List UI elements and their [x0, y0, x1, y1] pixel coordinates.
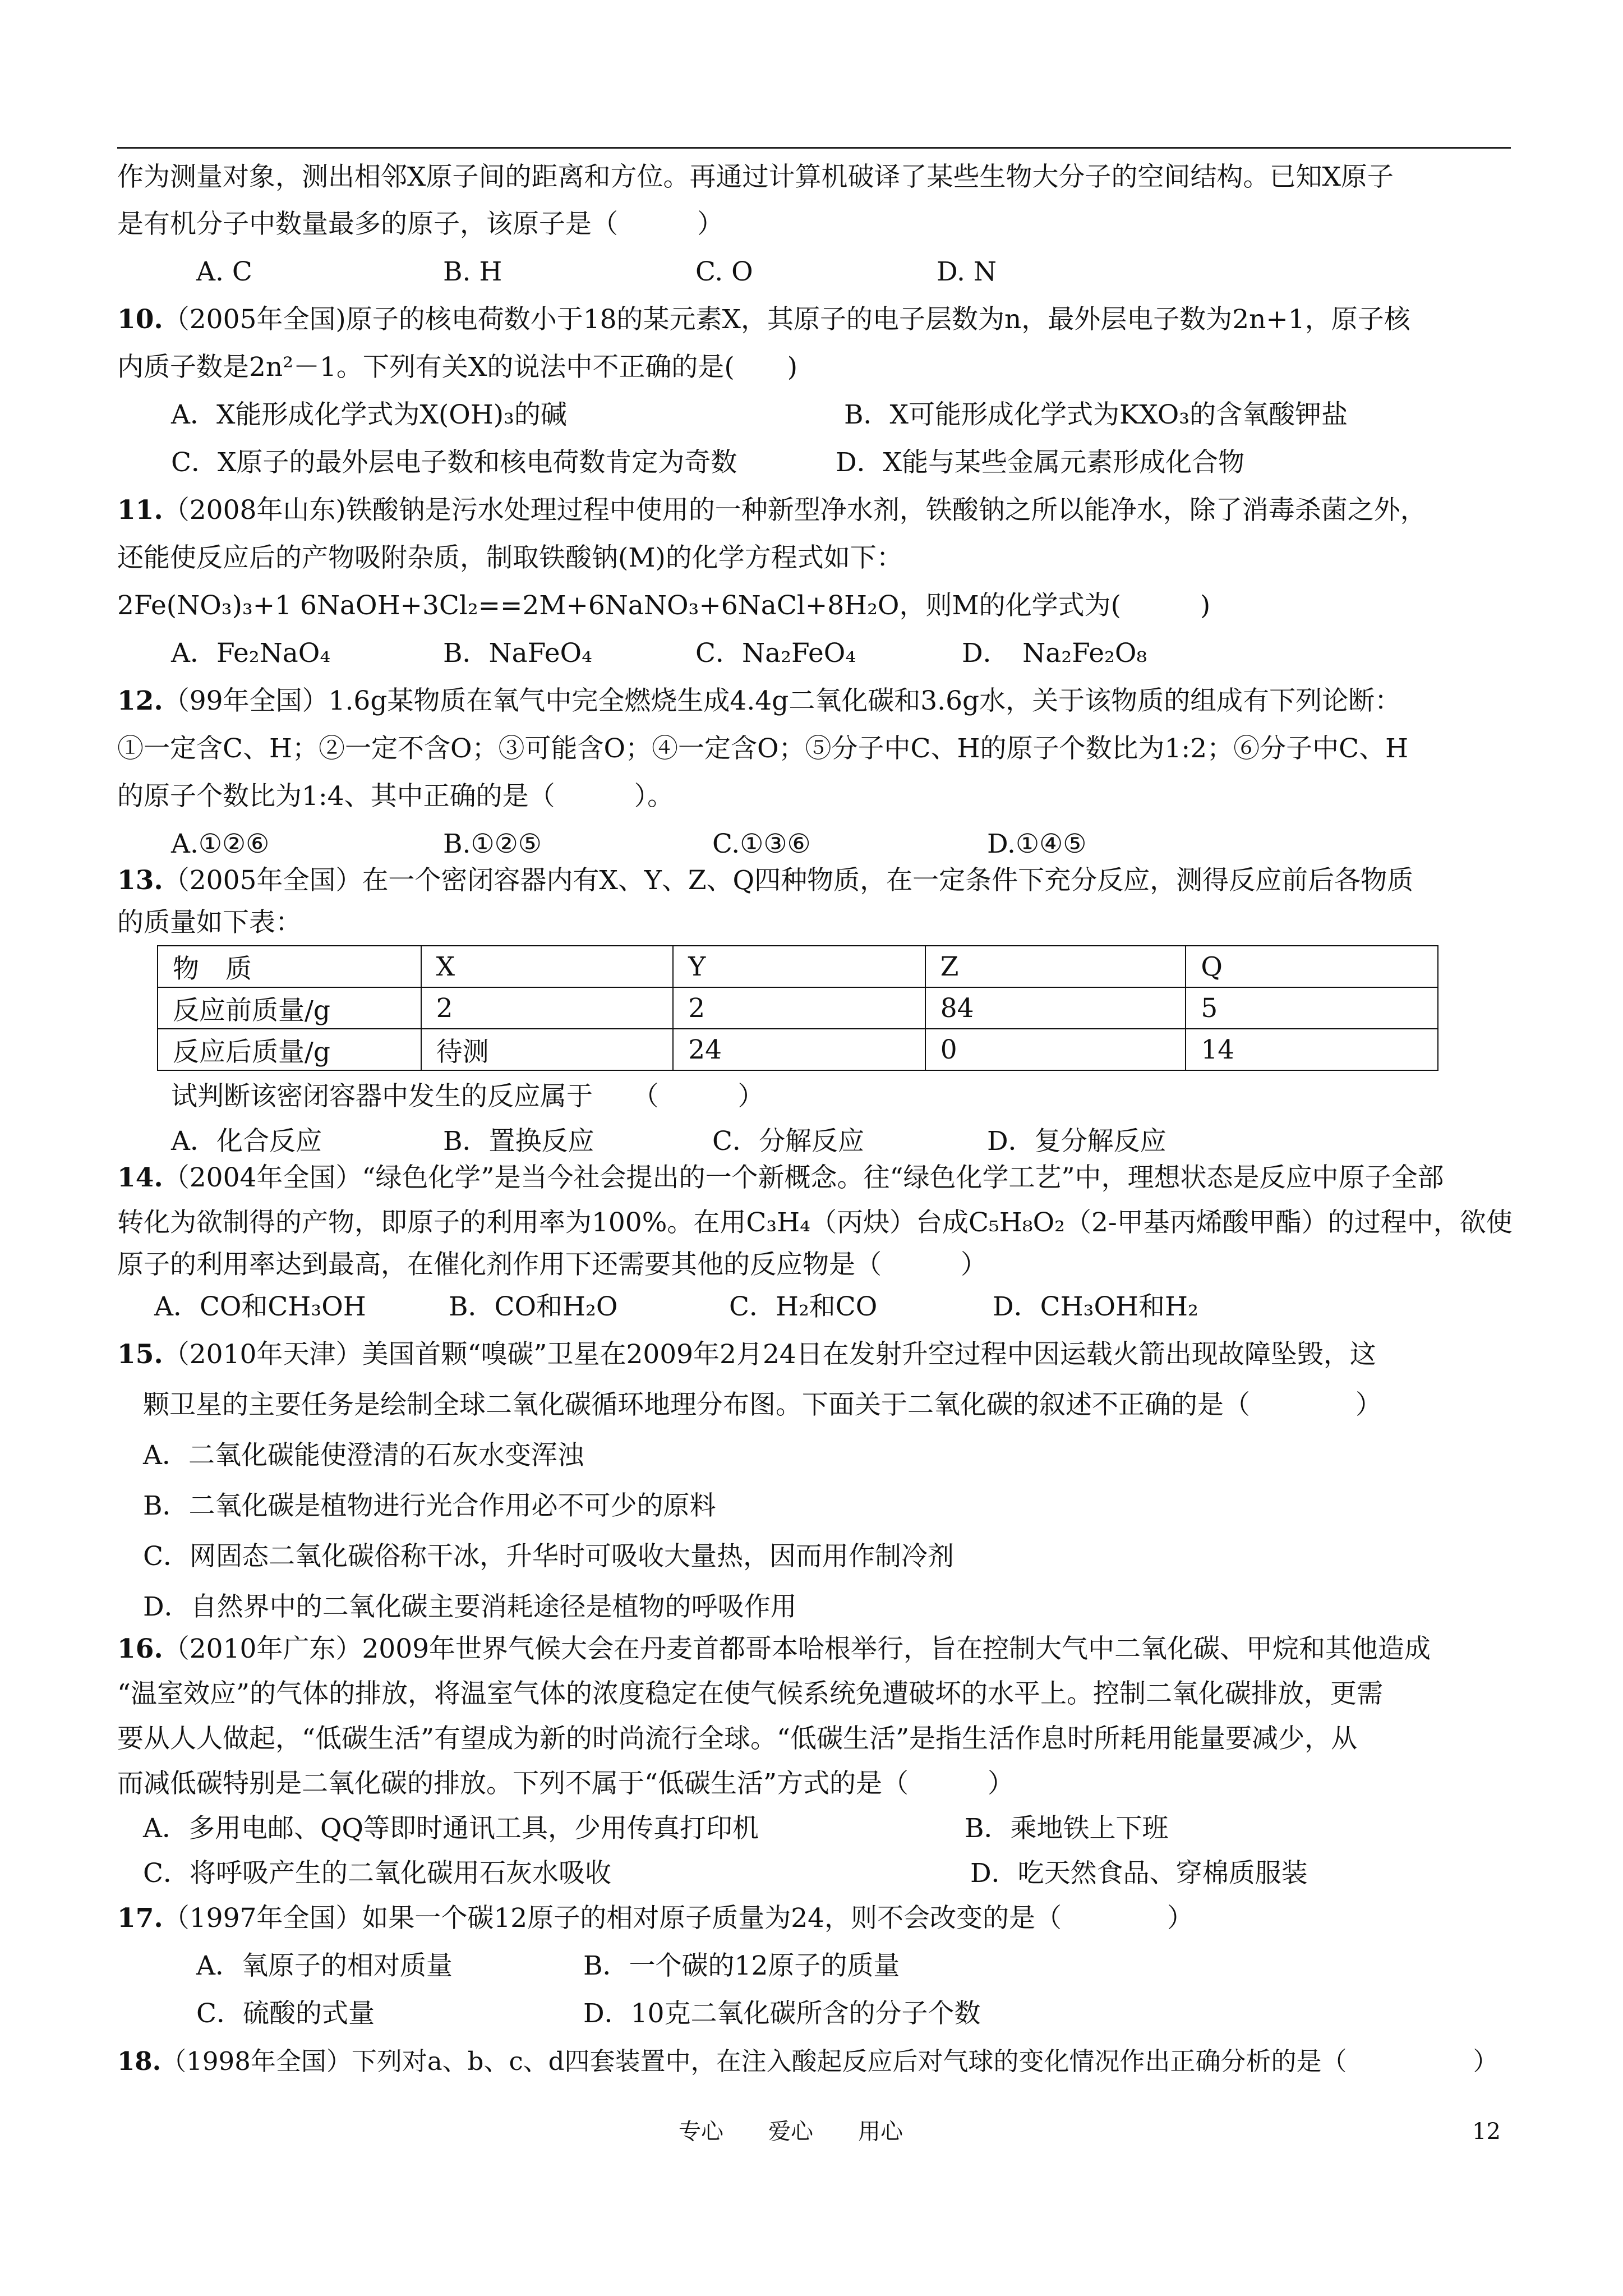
table-cell: 5: [1186, 987, 1438, 1029]
page-number: 12: [1472, 2119, 1501, 2145]
q16-option-d: D．吃天然食品、穿棉质服装: [970, 1858, 1308, 1889]
table-cell: 24: [673, 1029, 925, 1070]
q16-line1: [117, 1632, 1431, 1666]
q14-option-a: A．CO和CH₃OH: [154, 1291, 366, 1322]
q14-option-d: D．CH₃OH和H₂: [993, 1291, 1198, 1322]
q13-line2: 的质量如下表：: [117, 907, 302, 938]
footer-motto: 专心 爱心 用心: [679, 2119, 903, 2145]
q11-line2: 还能使反应后的产物吸附杂质，制取铁酸钠(M)的化学方程式如下：: [117, 542, 903, 573]
q12-text1: （99年全国）1.6g某物质在氧气中完全燃烧生成4.4g二氧化碳和3.6g水，关于该物质的组成有下列论断：: [163, 685, 1401, 716]
table-cell: 反应后质量/g: [158, 1029, 421, 1070]
q16-option-b: B．乘地铁上下班: [965, 1813, 1169, 1844]
table-cell: 待测: [421, 1029, 674, 1070]
q13-option-a: A．化合反应: [171, 1126, 322, 1157]
table-row: [158, 987, 1438, 1029]
q16-line4: 而减低碳特别是二氧化碳的排放。下列不属于“低碳生活”方式的是（ ）: [117, 1768, 1015, 1799]
table-cell: 14: [1186, 1029, 1438, 1070]
q10-option-c: C．X原子的最外层电子数和核电荷数肯定为奇数: [171, 447, 737, 478]
q18-text1: （1998年全国）下列对a、b、c、d四套装置中，在注入酸起反应后对气球的变化情况作出正确分析的是（ ）: [161, 2046, 1498, 2076]
q12-option-b: B.①②⑤: [443, 829, 542, 859]
q10-option-b: B．X可能形成化学式为KXO₃的含氧酸钾盐: [844, 399, 1348, 430]
q17-line1: [117, 1902, 1193, 1935]
q17-option-a: A．氧原子的相对质量: [196, 1950, 453, 1981]
table-cell: Y: [673, 946, 925, 987]
table-cell: Q: [1186, 946, 1438, 987]
q13-option-c: C．分解反应: [712, 1126, 864, 1157]
q13-text1: （2005年全国）在一个密闭容器内有X、Y、Z、Q四种物质，在一定条件下充分反应，测得反应前后各物质: [163, 865, 1414, 896]
q14-line2: 转化为欲制得的产物，即原子的利用率为100%。在用C₃H₄（丙炔）台成C₅H₈O₂（2-甲基丙烯酸甲酯）的过程中，欲使: [117, 1207, 1513, 1238]
q10-text1: （2005年全国)原子的核电荷数小于18的某元素X，其原子的电子层数为n，最外层电子数为2n+1，原子核: [163, 304, 1410, 335]
table-cell: 反应前质量/g: [158, 987, 421, 1029]
table-cell: 0: [925, 1029, 1186, 1070]
q11-number: 11.: [117, 495, 163, 526]
q9-option-b: B. H: [443, 256, 502, 287]
q17-number: 17.: [117, 1903, 163, 1934]
q11-text1: （2008年山东)铁酸钠是污水处理过程中使用的一种新型净水剂，铁酸钠之所以能净水，除了消毒杀菌之外，: [163, 495, 1427, 526]
q14-text1: （2004年全国）“绿色化学”是当今社会提出的一个新概念。往“绿色化学工艺”中，理想状态是反应中原子全部: [163, 1162, 1444, 1193]
q14-line1: [117, 1161, 1444, 1195]
q13-line1: [117, 864, 1413, 898]
q11-option-a: A．Fe₂NaO₄: [171, 638, 331, 669]
q12-line3: 的原子个数比为1:4、其中正确的是（ ）。: [117, 781, 674, 812]
q16-text1: （2010年广东）2009年世界气候大会在丹麦首都哥本哈根举行，旨在控制大气中二氧化碳、甲烷和其他造成: [163, 1634, 1431, 1664]
q11-line1: [117, 494, 1427, 527]
q15-option-d: D．自然界中的二氧化碳主要消耗途径是植物的呼吸作用: [143, 1591, 797, 1622]
q13-option-d: D．复分解反应: [987, 1126, 1166, 1157]
q15-line2: 颗卫星的主要任务是绘制全球二氧化碳循环地理分布图。下面关于二氧化碳的叙述不正确的是（ ）: [143, 1389, 1382, 1420]
q12-option-c: C.①③⑥: [712, 829, 811, 859]
q11-option-b: B．NaFeO₄: [443, 638, 592, 669]
q9-option-d: D. N: [937, 256, 997, 287]
q9-line2: 是有机分子中数量最多的原子，该原子是（ ）: [117, 209, 723, 240]
table-cell: X: [421, 946, 674, 987]
q18-number: 18.: [117, 2046, 162, 2076]
q18-line1: [117, 2045, 1498, 2078]
mass-table: [157, 945, 1438, 1071]
q12-option-d: D.①④⑤: [987, 829, 1087, 859]
q13-line3: 试判断该密闭容器中发生的反应属于 （ ）: [171, 1081, 764, 1112]
q14-option-c: C．H₂和CO: [729, 1291, 878, 1322]
q16-line2: “温室效应”的气体的排放，将温室气体的浓度稳定在使气候系统免遭破坏的水平上。控制二氧化碳排放，更需: [117, 1678, 1384, 1709]
table-header-row: [158, 946, 1438, 987]
header-rule: [117, 147, 1511, 149]
q15-option-c: C．网固态二氧化碳俗称干冰，升华时可吸收大量热，因而用作制冷剂: [143, 1541, 954, 1572]
q9-option-a: A. C: [196, 256, 252, 287]
q13-option-b: B．置换反应: [443, 1126, 594, 1157]
q17-option-b: B．一个碳的12原子的质量: [583, 1950, 900, 1981]
q12-line2: ①一定含C、H；②一定不含O；③可能含O；④一定含O；⑤分子中C、H的原子个数比为1:2；⑥分子中C、H: [117, 733, 1409, 764]
q16-number: 16.: [117, 1634, 163, 1664]
table-cell: 2: [421, 987, 674, 1029]
q9-line1: 作为测量对象，测出相邻X原子间的距离和方位。再通过计算机破译了某些生物大分子的空间结构。已知X原子: [117, 162, 1394, 192]
q10-option-d: D．X能与某些金属元素形成化合物: [836, 447, 1245, 478]
q16-option-a: A．多用电邮、QQ等即时通讯工具，少用传真打印机: [143, 1813, 759, 1844]
q11-option-c: C．Na₂FeO₄: [695, 638, 856, 669]
table-cell: Z: [925, 946, 1186, 987]
q12-line1: [117, 684, 1401, 718]
q10-line2: 内质子数是2n²－1。下列有关X的说法中不正确的是( ): [117, 352, 798, 383]
q11-option-d: D． Na₂Fe₂O₈: [962, 638, 1147, 669]
q10-line1: [117, 303, 1410, 337]
q10-option-a: A．X能形成化学式为X(OH)₃的碱: [171, 399, 567, 430]
table-cell: 物 质: [158, 946, 421, 987]
q11-line3: 2Fe(NO₃)₃+1 6NaOH+3Cl₂==2M+6NaNO₃+6NaCl+8H₂O，则M的化学式为( ): [117, 590, 1211, 621]
q17-option-d: D．10克二氧化碳所含的分子个数: [583, 1998, 981, 2029]
q9-option-c: C. O: [695, 256, 753, 287]
q13-number: 13.: [117, 865, 163, 896]
q10-number: 10.: [117, 304, 163, 335]
q15-option-a: A．二氧化碳能使澄清的石灰水变浑浊: [143, 1440, 584, 1471]
table-cell: 84: [925, 987, 1186, 1029]
q14-number: 14.: [117, 1162, 163, 1193]
q12-option-a: A.①②⑥: [171, 829, 270, 859]
q12-number: 12.: [117, 685, 163, 716]
q15-line1: [117, 1338, 1376, 1372]
q17-option-c: C．硫酸的式量: [196, 1998, 375, 2029]
q14-option-b: B．CO和H₂O: [449, 1291, 618, 1322]
q15-number: 15.: [117, 1339, 163, 1370]
q15-option-b: B．二氧化碳是植物进行光合作用必不可少的原料: [143, 1490, 716, 1521]
q17-text1: （1997年全国）如果一个碳12原子的相对原子质量为24，则不会改变的是（ ）: [163, 1903, 1194, 1934]
q16-option-c: C．将呼吸产生的二氧化碳用石灰水吸收: [143, 1858, 611, 1889]
q15-text1: （2010年天津）美国首颗“嗅碳”卫星在2009年2月24日在发射升空过程中因运载火箭出现故障坠毁，这: [163, 1339, 1376, 1370]
q14-line3: 原子的利用率达到最高，在催化剂作用下还需要其他的反应物是（ ）: [117, 1249, 987, 1280]
table-row: [158, 1029, 1438, 1070]
table-cell: 2: [673, 987, 925, 1029]
q16-line3: 要从人人做起，“低碳生活”有望成为新的时尚流行全球。“低碳生活”是指生活作息时所耗用能量要减少，从: [117, 1723, 1358, 1754]
